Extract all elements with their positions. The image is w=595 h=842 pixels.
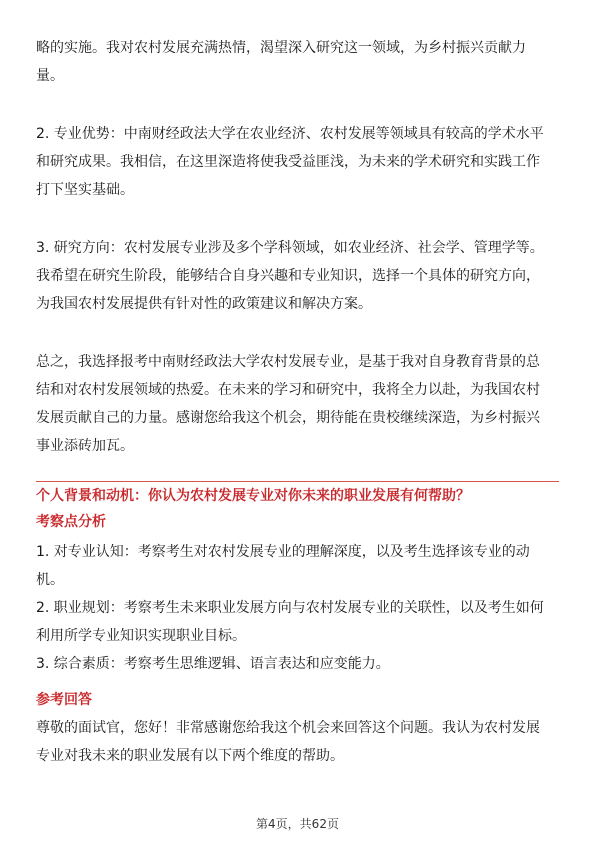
text-line: 发展贡献自己的力量。感谢您给我这个机会，期待能在贵校继续深造，为乡村振兴 xyxy=(36,410,540,426)
text-line: 打下坚实基础。 xyxy=(36,182,134,198)
analysis-heading xyxy=(36,510,561,534)
text-line: 总之，我选择报考中南财经政法大学农村发展专业，是基于我对自身教育背景的总 xyxy=(36,354,540,370)
text-line: 2. 专业优势：中南财经政法大学在农业经济、农村发展等领域具有较高的学术水平 xyxy=(36,126,544,142)
paragraph-research-direction xyxy=(36,234,561,318)
paragraph-professional-advantage xyxy=(36,120,561,204)
text-line: 和研究成果。我相信，在这里深造将使我受益匪浅，为未来的学术研究和实践工作 xyxy=(36,154,540,170)
paragraph-summary xyxy=(36,348,561,460)
answer-paragraph xyxy=(36,714,561,770)
text-line: 我希望在研究生阶段，能够结合自身兴趣和专业知识，选择一个具体的研究方向， xyxy=(36,268,540,284)
analysis-item-2 xyxy=(36,594,561,650)
text-line: 量。 xyxy=(36,68,64,84)
text-line: 为我国农村发展提供有针对性的政策建议和解决方案。 xyxy=(36,296,372,312)
answer-heading-text: 参考回答 xyxy=(36,692,92,708)
text-line: 2. 职业规划：考察考生未来职业发展方向与农村发展专业的关联性，以及考生如何 xyxy=(36,600,544,616)
text-line: 3. 综合素质：考察考生思维逻辑、语言表达和应变能力。 xyxy=(36,656,390,672)
paragraph-intro-continuation xyxy=(36,34,561,90)
text-line: 结和对农村发展领域的热爱。在未来的学习和研究中，我将全力以赴，为我国农村 xyxy=(36,382,540,398)
text-line: 尊敬的面试官，您好！非常感谢您给我这个机会来回答这个问题。我认为农村发展 xyxy=(36,720,540,736)
text-line: 专业对我未来的职业发展有以下两个维度的帮助。 xyxy=(36,748,344,764)
analysis-item-3 xyxy=(36,650,561,678)
analysis-item-1 xyxy=(36,538,561,594)
text-line: 3. 研究方向：农村发展专业涉及多个学科领域，如农业经济、社会学、管理学等。 xyxy=(36,240,544,256)
text-line: 机。 xyxy=(36,572,64,588)
text-line: 1. 对专业认知：考察考生对农村发展专业的理解深度，以及考生选择该专业的动 xyxy=(36,544,530,560)
text-line: 略的实施。我对农村发展充满热情，渴望深入研究这一领域，为乡村振兴贡献力 xyxy=(36,40,526,56)
answer-heading xyxy=(36,688,561,712)
question-heading xyxy=(36,482,561,510)
text-line: 利用所学专业知识实现职业目标。 xyxy=(36,628,246,644)
text-line: 事业添砖加瓦。 xyxy=(36,438,134,454)
question-text: 个人背景和动机：你认为农村发展专业对你未来的职业发展有何帮助？ xyxy=(36,488,470,504)
analysis-heading-text: 考察点分析 xyxy=(36,514,106,530)
page-number-footer: 第4页，共62页 xyxy=(256,817,339,831)
